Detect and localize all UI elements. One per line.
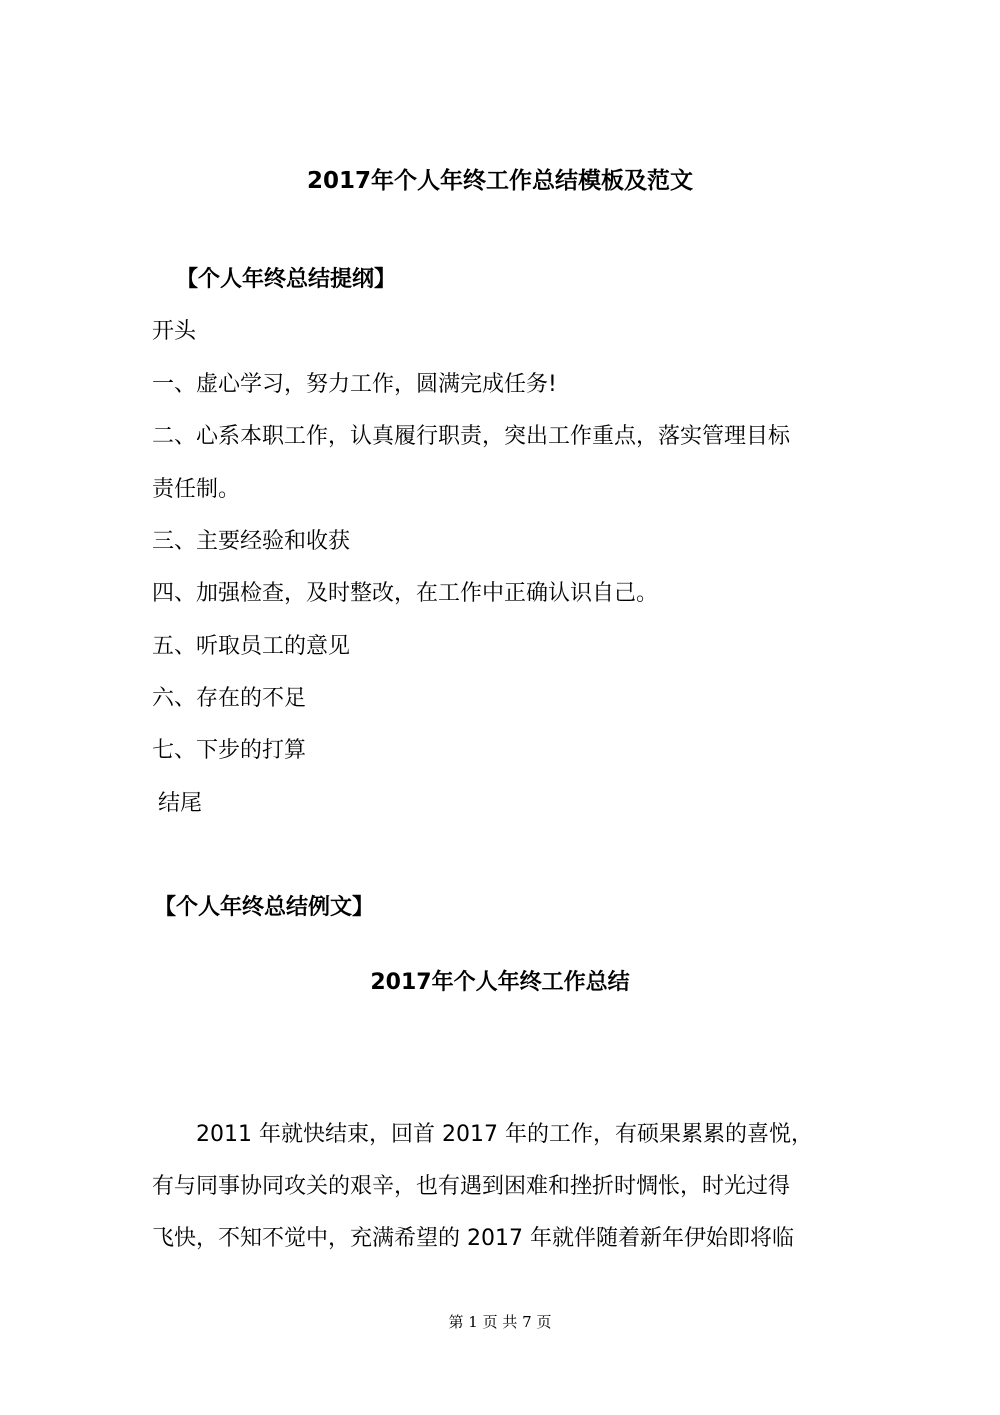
outline-heading: 【个人年终总结提纲】 bbox=[176, 267, 397, 292]
outline-item-3: 三、主要经验和收获 bbox=[152, 529, 351, 554]
paragraph-line-2: 有与同事协同攻关的艰辛，也有遇到困难和挫折时惆怅，时光过得 bbox=[152, 1174, 791, 1199]
document-title: 2017年个人年终工作总结模板及范文 bbox=[306, 168, 693, 194]
outline-item-2-continued: 责任制。 bbox=[152, 477, 241, 502]
outline-item-1: 一、虚心学习，努力工作，圆满完成任务! bbox=[152, 372, 557, 397]
outline-item-2: 二、心系本职工作，认真履行职责，突出工作重点，落实管理目标 bbox=[152, 424, 791, 449]
outline-item-opening: 开头 bbox=[152, 319, 197, 344]
example-heading: 【个人年终总结例文】 bbox=[154, 895, 375, 920]
paragraph-line-3: 飞快，不知不觉中，充满希望的 2017 年就伴随着新年伊始即将临 bbox=[152, 1226, 794, 1251]
outline-item-7: 七、下步的打算 bbox=[152, 738, 307, 763]
example-title: 2017年个人年终工作总结 bbox=[370, 970, 630, 995]
paragraph-line-1: 2011 年就快结束，回首 2017 年的工作，有硕果累累的喜悦， bbox=[196, 1122, 813, 1147]
page-number-footer: 第 1 页 共 7 页 bbox=[448, 1313, 552, 1331]
outline-item-6: 六、存在的不足 bbox=[152, 686, 307, 711]
outline-item-5: 五、听取员工的意见 bbox=[152, 634, 351, 659]
outline-item-4: 四、加强检查，及时整改，在工作中正确认识自己。 bbox=[152, 581, 659, 606]
outline-item-closing: 结尾 bbox=[158, 791, 203, 816]
